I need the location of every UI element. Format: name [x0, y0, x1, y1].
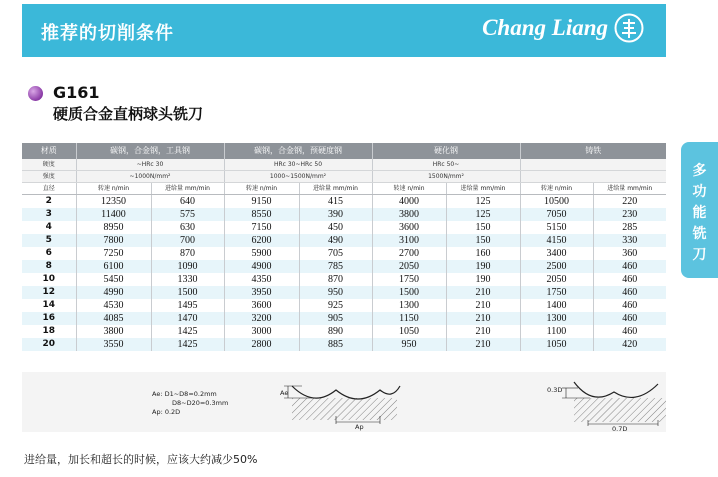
strength-value: 1500N/mm²: [372, 171, 520, 183]
product-model: G161: [53, 83, 100, 102]
feed-header: 进给量 mm/min: [446, 183, 520, 195]
speed-cell: 4900: [224, 260, 299, 273]
strength-value: [520, 171, 666, 183]
feed-cell: 490: [299, 234, 372, 247]
feed-cell: 890: [299, 325, 372, 338]
speed-cell: 1500: [372, 286, 446, 299]
speed-cell: 2800: [224, 338, 299, 351]
table-row: [22, 273, 666, 286]
speed-cell: 2700: [372, 247, 446, 260]
diameter-cell: 2: [22, 195, 76, 209]
diameter-cell: 3: [22, 208, 76, 221]
speed-cell: 5150: [520, 221, 593, 234]
speed-cell: 8950: [76, 221, 151, 234]
feed-cell: 1470: [151, 312, 224, 325]
feed-cell: 705: [299, 247, 372, 260]
feed-cell: 415: [299, 195, 372, 209]
feed-cell: 630: [151, 221, 224, 234]
material-header: 碳钢，合金钢，预硬度钢: [224, 143, 372, 159]
feed-cell: 125: [446, 195, 520, 209]
ball-profile: [292, 386, 400, 399]
speed-cell: 2500: [520, 260, 593, 273]
feed-cell: 460: [622, 300, 638, 311]
table-row: [22, 260, 666, 273]
feed-cell: 210: [446, 325, 520, 338]
table-row: [22, 247, 666, 260]
feed-cell: 785: [299, 260, 372, 273]
ratio-diagram: [532, 372, 672, 432]
feed-cell: 460: [593, 286, 666, 299]
diameter-cell: 20: [22, 338, 76, 351]
feed-cell: 700: [151, 234, 224, 247]
speed-cell: 7250: [76, 247, 151, 260]
diameter-cell: 18: [22, 325, 76, 338]
material-header: 铸铁: [520, 143, 666, 159]
speed-cell: 4085: [76, 312, 151, 325]
table-row: [22, 338, 666, 351]
speed-cell: 3100: [372, 234, 446, 247]
strength-row: [22, 171, 666, 183]
table-row: [22, 234, 666, 247]
column-subheader-row: [22, 183, 666, 195]
speed-cell: 2050: [520, 273, 593, 286]
speed-header: 转速 n/min: [520, 183, 593, 195]
feed-cell: 190: [446, 273, 520, 286]
label-0-3d: 0.3D: [547, 386, 563, 394]
speed-cell: 1050: [520, 338, 593, 351]
table-body: [22, 195, 666, 352]
feed-cell: 925: [299, 299, 372, 312]
speed-header: 转速 n/min: [224, 183, 299, 195]
speed-cell: 7800: [76, 234, 151, 247]
feed-header: 进给量 mm/min: [299, 183, 372, 195]
feed-cell: 870: [299, 273, 372, 286]
diameter-cell: 16: [22, 312, 76, 325]
speed-cell: 1300: [520, 312, 593, 325]
workpiece-hatch: [292, 398, 397, 420]
diameter-cell: 10: [22, 273, 76, 286]
feed-cell: 190: [446, 260, 520, 273]
feed-cell: 460: [593, 260, 666, 273]
ae-label: Ae: [280, 389, 289, 397]
feed-cell: 125: [446, 208, 520, 221]
speed-cell: 7050: [520, 208, 593, 221]
feed-cell: 1500: [151, 286, 224, 299]
speed-cell: 5900: [224, 247, 299, 260]
speed-cell: 8550: [224, 208, 299, 221]
speed-cell: 4350: [224, 273, 299, 286]
material-header: 碳钢，合金钢，工具钢: [76, 143, 224, 159]
side-tab-char: 功: [692, 184, 707, 200]
cutting-diagram: [22, 372, 666, 432]
feed-cell: 420: [593, 338, 666, 351]
feed-cell: 360: [622, 248, 638, 259]
table-row: [22, 312, 666, 325]
feed-cell: 870: [151, 247, 224, 260]
hardness-value: HRc 50~: [372, 159, 520, 171]
speed-cell: 950: [372, 338, 446, 351]
speed-cell: 3600: [372, 221, 446, 234]
speed-header: 转速 n/min: [372, 183, 446, 195]
speed-cell: 12350: [76, 195, 151, 209]
speed-cell: 3000: [224, 325, 299, 338]
speed-cell: 3800: [372, 208, 446, 221]
speed-cell: 4530: [76, 299, 151, 312]
speed-cell: 3950: [224, 286, 299, 299]
label-0-7d: 0.7D: [612, 425, 628, 433]
feed-cell: 285: [622, 222, 638, 233]
speed-cell: 3200: [224, 312, 299, 325]
speed-cell: 3600: [224, 299, 299, 312]
hardness-value: HRc 30~HRc 50: [224, 159, 372, 171]
speed-cell: 5450: [76, 273, 151, 286]
feed-cell: 640: [151, 195, 224, 209]
diameter-cell: 14: [22, 299, 76, 312]
diameter-cell: 6: [22, 247, 76, 260]
speed-cell: 4990: [76, 286, 151, 299]
ae-ap-diagram: [262, 372, 422, 432]
feed-cell: 885: [299, 338, 372, 351]
ap-note: Ap: 0.2D: [152, 408, 181, 416]
speed-cell: 9150: [224, 195, 299, 209]
feed-cell: 1495: [151, 299, 224, 312]
feed-cell: 1330: [151, 273, 224, 286]
feed-cell: 905: [299, 312, 372, 325]
feed-cell: 210: [446, 338, 520, 351]
feed-cell: 210: [446, 286, 520, 299]
strength-label: 强度: [22, 171, 76, 183]
table-row: [22, 208, 666, 221]
speed-cell: 4150: [520, 234, 593, 247]
speed-cell: 4000: [372, 195, 446, 209]
feed-cell: 450: [299, 221, 372, 234]
page-title: 推荐的切削条件: [41, 23, 174, 44]
diameter-cell: 12: [22, 286, 76, 299]
feed-cell: 230: [593, 208, 666, 221]
speed-cell: 1050: [372, 325, 446, 338]
feed-cell: 330: [593, 234, 666, 247]
diameter-cell: 8: [22, 260, 76, 273]
material-header-row: [22, 143, 666, 159]
corner-label: 材质: [22, 143, 76, 159]
feed-header: 进给量 mm/min: [151, 183, 224, 195]
speed-cell: 6100: [76, 260, 151, 273]
side-tab-multi-function-mill[interactable]: [681, 142, 718, 278]
feed-cell: 150: [446, 221, 520, 234]
diameter-cell: 5: [22, 234, 76, 247]
speed-cell: 1150: [372, 312, 446, 325]
feed-cell: 575: [151, 208, 224, 221]
side-tab-char: 铣: [692, 226, 707, 242]
feed-cell: 390: [299, 208, 372, 221]
material-header: 硬化钢: [372, 143, 520, 159]
speed-cell: 2050: [372, 260, 446, 273]
speed-cell: 3400: [520, 247, 593, 260]
feed-cell: 210: [446, 312, 520, 325]
footnote: 进给量，加长和超长的时候，应该大约减少50%: [24, 453, 258, 466]
ae-note: Ae: D1~D8=0.2mm: [152, 390, 217, 398]
speed-header: 转速 n/min: [76, 183, 151, 195]
speed-cell: 3550: [76, 338, 151, 351]
speed-cell: 3800: [76, 325, 151, 338]
speed-cell: 1750: [520, 286, 593, 299]
table-row: [22, 195, 666, 209]
diameter-cell: 4: [22, 221, 76, 234]
bullet-icon: [28, 86, 43, 101]
side-tab-char: 能: [692, 205, 707, 221]
ap-label: Ap: [355, 423, 364, 431]
table-row: [22, 286, 666, 299]
feed-cell: 1090: [151, 260, 224, 273]
feed-cell: 460: [593, 312, 666, 325]
feed-cell: 1425: [151, 325, 224, 338]
speed-cell: 10500: [520, 195, 593, 209]
feed-cell: 150: [446, 234, 520, 247]
cutting-conditions-table: [22, 143, 666, 351]
hardness-label: 硬度: [22, 159, 76, 171]
feed-header: 进给量 mm/min: [593, 183, 666, 195]
strength-value: 1000~1500N/mm²: [224, 171, 372, 183]
table-row: [22, 299, 666, 312]
speed-cell: 7150: [224, 221, 299, 234]
feed-cell: 1425: [151, 338, 224, 351]
speed-cell: 1300: [372, 299, 446, 312]
strength-value: ~1000N/mm²: [76, 171, 224, 183]
speed-cell: 1750: [372, 273, 446, 286]
ae-note-2: D8~D20=0.3mm: [172, 399, 229, 407]
ball-profile: [574, 382, 658, 397]
table-row: [22, 325, 666, 338]
side-tab-char: 刀: [692, 247, 707, 263]
product-name: 硬质合金直柄球头铣刀: [53, 105, 204, 123]
speed-cell: 1400: [520, 299, 593, 312]
feed-cell: 950: [299, 286, 372, 299]
diameter-label: 直径: [22, 183, 76, 195]
header-banner: [22, 4, 666, 57]
speed-cell: 1100: [520, 325, 593, 338]
speed-cell: 6200: [224, 234, 299, 247]
feed-cell: 210: [446, 299, 520, 312]
hardness-row: [22, 159, 666, 171]
feed-cell: 220: [622, 196, 638, 207]
hardness-value: [520, 159, 666, 171]
workpiece-hatch: [574, 398, 666, 422]
speed-cell: 11400: [76, 208, 151, 221]
brand-name: Chang Liang: [482, 15, 608, 40]
feed-cell: 460: [622, 326, 638, 337]
table-row: [22, 221, 666, 234]
changliang-logo-icon: [614, 13, 644, 43]
feed-cell: 160: [446, 247, 520, 260]
side-tab-char: 多: [692, 163, 707, 179]
feed-cell: 460: [622, 274, 638, 285]
hardness-value: ~HRc 30: [76, 159, 224, 171]
